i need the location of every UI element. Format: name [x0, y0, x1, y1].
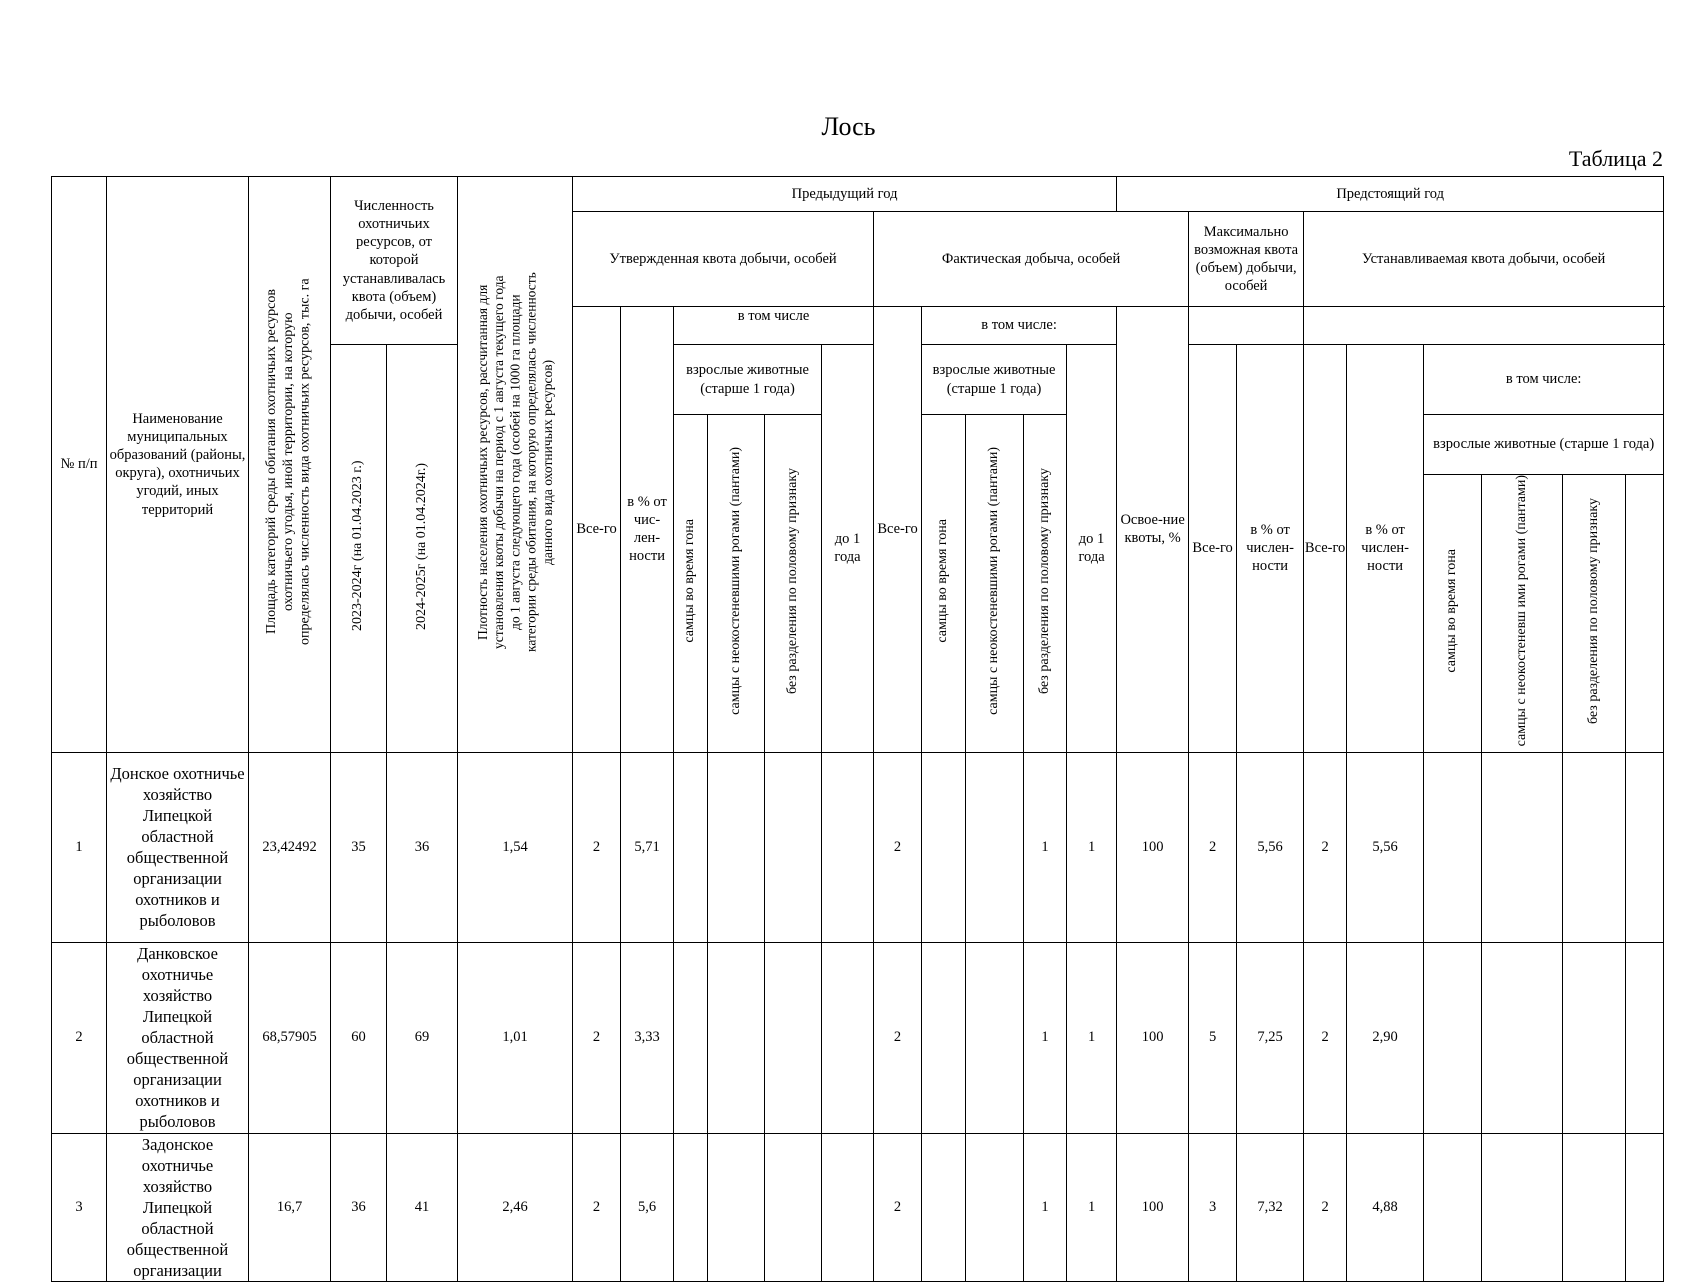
cell-mastery: 100 — [1117, 752, 1189, 942]
cell-set-antlers — [1482, 1133, 1563, 1282]
cell-quota-total: 2 — [573, 1133, 621, 1282]
document-title: Лось — [821, 112, 876, 141]
header-incl-approved: в том числе — [674, 307, 874, 345]
header-pop-2024 — [387, 345, 458, 753]
cell-set-antlers — [1482, 942, 1563, 1133]
cell-quota-nosex — [765, 1133, 822, 1282]
cell-actual-under1: 1 — [1067, 942, 1117, 1133]
cell-set-under1 — [1626, 942, 1664, 1133]
cell-quota-nosex — [765, 942, 822, 1133]
cell-pop-2024: 36 — [387, 752, 458, 942]
cell-num: 3 — [52, 1133, 107, 1282]
header-pop-2024-text: 2024-2025г (на 01.04.2024г.) — [413, 462, 429, 630]
header-nosex-approved — [765, 415, 822, 753]
header-incl-actual: в том числе: — [922, 307, 1117, 345]
cell-max-pct: 7,25 — [1237, 942, 1304, 1133]
cell-quota-rut — [674, 752, 708, 942]
header-adults-approved: взрослые животные (старше 1 года) — [674, 345, 822, 415]
header-max-quota: Максимально возможная квота (объем) добычи, особей — [1189, 212, 1304, 307]
header-approved-quota: Утвержденная квота добычи, особей — [573, 212, 874, 307]
cell-mastery: 100 — [1117, 942, 1189, 1133]
cell-set-rut — [1424, 752, 1482, 942]
header-total-approved: Все-го — [573, 307, 621, 753]
header-rut-actual-text: самцы во время гона — [935, 518, 951, 643]
cell-quota-pct: 3,33 — [621, 942, 674, 1133]
header-nosex-set-text: без разделения по половому признаку — [1585, 497, 1601, 724]
cell-set-pct: 5,56 — [1347, 752, 1424, 942]
cell-max-pct: 7,32 — [1237, 1133, 1304, 1282]
header-pct-max: в % от числен-ности — [1237, 345, 1304, 753]
header-pop-2023 — [331, 345, 387, 753]
cell-quota-pct: 5,71 — [621, 752, 674, 942]
cell-name: Данковское охотничье хозяйство Липецкой областной общественной организации охотников и рыболовов — [107, 942, 249, 1133]
header-prev-year: Предыдущий год — [573, 177, 1117, 212]
cell-max-pct: 5,56 — [1237, 752, 1304, 942]
header-total-max: Все-го — [1189, 345, 1237, 753]
header-area — [249, 177, 331, 753]
cell-actual-nosex: 1 — [1024, 942, 1067, 1133]
table-row — [52, 752, 1664, 942]
header-max-blank — [1189, 307, 1304, 345]
cell-set-rut — [1424, 942, 1482, 1133]
cell-name: Задонское охотничье хозяйство Липецкой областной общественной организации — [107, 1133, 249, 1282]
header-density — [458, 177, 573, 753]
cell-set-nosex — [1563, 942, 1626, 1133]
cell-quota-under1 — [822, 752, 874, 942]
cell-actual-rut — [922, 752, 966, 942]
cell-set-pct: 2,90 — [1347, 942, 1424, 1133]
cell-pop-2024: 41 — [387, 1133, 458, 1282]
header-rut-approved-text: самцы во время гона — [682, 518, 698, 643]
cell-quota-pct: 5,6 — [621, 1133, 674, 1282]
cell-mastery: 100 — [1117, 1133, 1189, 1282]
quota-table — [51, 176, 1664, 1282]
header-pop-2023-text: 2023-2024г (на 01.04.2023 г.) — [350, 460, 366, 631]
header-population-group: Численность охотничьих ресурсов, от которой устанавливалась квота (объем) добычи, особей — [331, 177, 458, 345]
cell-quota-under1 — [822, 1133, 874, 1282]
header-rut-actual — [922, 415, 966, 753]
header-antlers-approved — [708, 415, 765, 753]
header-set-blank — [1304, 307, 1664, 345]
header-nosex-actual-text: без разделения по половому признаку — [1036, 467, 1052, 694]
cell-set-rut — [1424, 1133, 1482, 1282]
cell-actual-total: 2 — [874, 942, 922, 1133]
header-next-year: Предстоящий год — [1117, 177, 1664, 212]
header-mastery: Освое-ние квоты, % — [1117, 307, 1189, 753]
cell-set-antlers — [1482, 752, 1563, 942]
cell-density: 2,46 — [458, 1133, 573, 1282]
header-antlers-set-text: самцы с неокостеневш ими рогами (пантами) — [1513, 475, 1529, 747]
header-total-set: Все-го — [1304, 345, 1347, 753]
table-row — [52, 942, 1664, 1133]
cell-pop-2024: 69 — [387, 942, 458, 1133]
cell-set-under1 — [1626, 1133, 1664, 1282]
cell-actual-antlers — [966, 942, 1024, 1133]
header-nosex-approved-text: без разделения по половому признаку — [784, 467, 800, 694]
cell-set-total: 2 — [1304, 942, 1347, 1133]
header-total-actual: Все-го — [874, 307, 922, 753]
cell-num: 1 — [52, 752, 107, 942]
cell-actual-under1: 1 — [1067, 1133, 1117, 1282]
cell-max-total: 2 — [1189, 752, 1237, 942]
cell-quota-antlers — [708, 942, 765, 1133]
cell-quota-nosex — [765, 752, 822, 942]
cell-actual-nosex: 1 — [1024, 752, 1067, 942]
cell-quota-total: 2 — [573, 752, 621, 942]
cell-num: 2 — [52, 942, 107, 1133]
table-label: Таблица 2 — [1568, 146, 1663, 171]
header-area-text: Площадь категорий среды обитания охотничьих ресурсов охотничьего угодья, иной территории, на которую определялась численность вида охотничьих ресурсов, тыс. га — [264, 278, 313, 645]
cell-set-nosex — [1563, 752, 1626, 942]
cell-density: 1,01 — [458, 942, 573, 1133]
cell-pop-2023: 36 — [331, 1133, 387, 1282]
cell-quota-antlers — [708, 1133, 765, 1282]
cell-actual-total: 2 — [874, 1133, 922, 1282]
cell-area: 16,7 — [249, 1133, 331, 1282]
header-antlers-actual — [966, 415, 1024, 753]
cell-actual-total: 2 — [874, 752, 922, 942]
header-set-quota: Устанавливаемая квота добычи, особей — [1304, 212, 1664, 307]
cell-max-total: 5 — [1189, 942, 1237, 1133]
cell-area: 68,57905 — [249, 942, 331, 1133]
cell-actual-nosex: 1 — [1024, 1133, 1067, 1282]
table-body — [52, 752, 1664, 1282]
cell-area: 23,42492 — [249, 752, 331, 942]
table-row — [52, 1133, 1664, 1282]
cell-actual-rut — [922, 942, 966, 1133]
header-pct-set: в % от числен-ности — [1347, 345, 1424, 753]
header-under1-approved: до 1 года — [822, 345, 874, 753]
cell-set-under1 — [1626, 752, 1664, 942]
header-rut-set-text: самцы во время гона — [1444, 548, 1460, 673]
cell-set-total: 2 — [1304, 752, 1347, 942]
header-name: Наименование муниципальных образований (районы, округа), охотничьих угодий, иных территорий — [107, 177, 249, 753]
cell-actual-antlers — [966, 752, 1024, 942]
cell-actual-under1: 1 — [1067, 752, 1117, 942]
cell-pop-2023: 60 — [331, 942, 387, 1133]
cell-density: 1,54 — [458, 752, 573, 942]
header-num: № п/п — [52, 177, 107, 753]
header-antlers-approved-text: самцы с неокостеневшими рогами (пантами) — [727, 446, 743, 715]
cell-set-nosex — [1563, 1133, 1626, 1282]
cell-quota-rut — [674, 1133, 708, 1282]
table-header — [52, 177, 1664, 753]
cell-max-total: 3 — [1189, 1133, 1237, 1282]
cell-actual-antlers — [966, 1133, 1024, 1282]
header-antlers-actual-text: самцы с неокостеневшими рогами (пантами) — [986, 446, 1002, 715]
header-pct-approved: в % от чис-лен-ности — [621, 307, 674, 753]
cell-actual-rut — [922, 1133, 966, 1282]
header-density-text: Плотность населения охотничьих ресурсов, рассчитанная для установления квоты добычи на период с 1 августа текущего года до 1 августа следующего года (особей на 1000 га площади категории среды обитания, на которую определялась численность данного вида охотничьих ресурсов) — [474, 271, 555, 652]
header-adults-actual: взрослые животные (старше 1 года) — [922, 345, 1067, 415]
header-under1-actual: до 1 года — [1067, 345, 1117, 753]
header-antlers-set — [1482, 475, 1563, 753]
header-incl-set: в том числе: — [1424, 345, 1664, 415]
cell-name: Донское охотничье хозяйство Липецкой областной общественной организации охотников и рыболовов — [107, 752, 249, 942]
cell-quota-rut — [674, 942, 708, 1133]
cell-quota-antlers — [708, 752, 765, 942]
header-nosex-set — [1563, 475, 1626, 753]
cell-quota-under1 — [822, 942, 874, 1133]
cell-set-total: 2 — [1304, 1133, 1347, 1282]
header-actual-harvest: Фактическая добыча, особей — [874, 212, 1189, 307]
cell-set-pct: 4,88 — [1347, 1133, 1424, 1282]
header-nosex-actual — [1024, 415, 1067, 753]
cell-pop-2023: 35 — [331, 752, 387, 942]
header-rut-set — [1424, 475, 1482, 753]
cell-quota-total: 2 — [573, 942, 621, 1133]
header-rut-approved — [674, 415, 708, 753]
header-adults-set: взрослые животные (старше 1 года) — [1424, 415, 1664, 475]
